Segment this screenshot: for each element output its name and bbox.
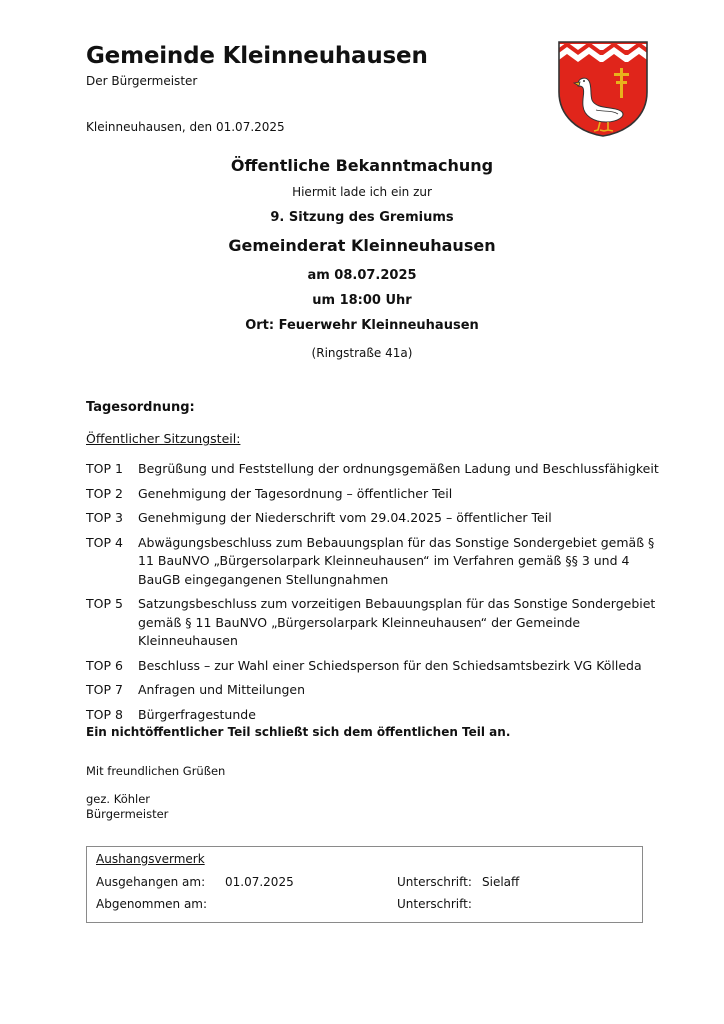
agenda-item-text: Beschluss – zur Wahl einer Schiedsperson für den Schiedsamtsbezirk VG Kölleda	[138, 657, 642, 673]
invitation-text: Hiermit lade ich ein zur	[292, 185, 432, 199]
agenda-list	[86, 460, 666, 730]
agenda-item	[86, 460, 666, 479]
meeting-address: (Ringstraße 41a)	[311, 346, 413, 360]
agenda-item	[86, 485, 666, 504]
posting-note-box	[86, 846, 643, 923]
signature-label: Unterschrift:	[397, 897, 472, 911]
public-section-heading: Öffentlicher Sitzungsteil:	[86, 431, 241, 446]
signature-role: Bürgermeister	[86, 807, 169, 821]
signature-block	[86, 792, 168, 822]
agenda-item-number: TOP 4	[86, 534, 123, 550]
signature-label: Unterschrift:	[397, 875, 472, 889]
signature-name: gez. Köhler	[86, 792, 151, 806]
session-number: 9. Sitzung des Gremiums	[270, 210, 454, 225]
place-date-line: Kleinneuhausen, den 01.07.2025	[86, 120, 285, 134]
agenda-item	[86, 534, 666, 590]
agenda-item-number: TOP 2	[86, 485, 123, 501]
agenda-item-number: TOP 6	[86, 657, 123, 673]
posted-date: 01.07.2025	[225, 875, 294, 889]
agenda-item-number: TOP 3	[86, 510, 123, 525]
municipality-title: Gemeinde Kleinneuhausen	[86, 43, 428, 69]
posted-label: Ausgehangen am:	[96, 875, 206, 889]
agenda-item-text: Bürgerfragestunde	[138, 706, 256, 722]
agenda-item-text: Anfragen und Mitteilungen	[138, 682, 306, 697]
signature-value: Sielaff	[482, 875, 520, 889]
meeting-location: Ort: Feuerwehr Kleinneuhausen	[245, 318, 479, 333]
agenda-heading: Tagesordnung:	[86, 400, 195, 415]
agenda-item-text: Genehmigung der Niederschrift vom 29.04.2025 – öffentlicher Teil	[138, 510, 552, 525]
coat-of-arms-goose-icon	[556, 40, 650, 138]
agenda-item	[86, 681, 666, 700]
removed-label: Abgenommen am:	[96, 897, 208, 911]
agenda-item	[86, 595, 666, 651]
agenda-item-number: TOP 5	[86, 596, 123, 611]
agenda-item-number: TOP 8	[86, 706, 123, 722]
agenda-item-number: TOP 1	[86, 461, 123, 476]
agenda-item	[86, 706, 666, 725]
agenda-item-text: Abwägungsbeschluss zum Bebauungsplan für das Sonstige Sondergebiet gemäß § 11 BauNVO „Bürgersolarpark Kleinneuhausen“ im Verfahren gemäß §§ 3 und 4 BauGB eingegangenen Stellungnahmen	[138, 534, 655, 587]
closing-greeting: Mit freundlichen Grüßen	[86, 764, 226, 778]
agenda-item-number: TOP 7	[86, 682, 123, 697]
posting-note-title: Aushangsvermerk	[96, 852, 205, 866]
agenda-item	[86, 509, 666, 528]
agenda-item	[86, 657, 666, 676]
mayor-subtitle: Der Bürgermeister	[86, 74, 198, 88]
agenda-item-text: Satzungsbeschluss zum vorzeitigen Bebauungsplan für das Sonstige Sondergebiet gemäß § 11 BauNVO „Bürgersolarpark Kleinneuhausen“ der Gemeinde Kleinneuhausen	[138, 596, 656, 648]
council-name: Gemeinderat Kleinneuhausen	[228, 236, 496, 255]
meeting-time: um 18:00 Uhr	[312, 293, 412, 308]
notice-heading: Öffentliche Bekanntmachung	[230, 156, 494, 175]
agenda-item-text: Genehmigung der Tagesordnung – öffentlicher Teil	[138, 485, 453, 501]
agenda-item-text: Begrüßung und Feststellung der ordnungsgemäßen Ladung und Beschlussfähigkeit	[138, 461, 659, 476]
nonpublic-part-note: Ein nichtöffentlicher Teil schließt sich dem öffentlichen Teil an.	[86, 725, 511, 739]
meeting-date: am 08.07.2025	[307, 268, 417, 283]
